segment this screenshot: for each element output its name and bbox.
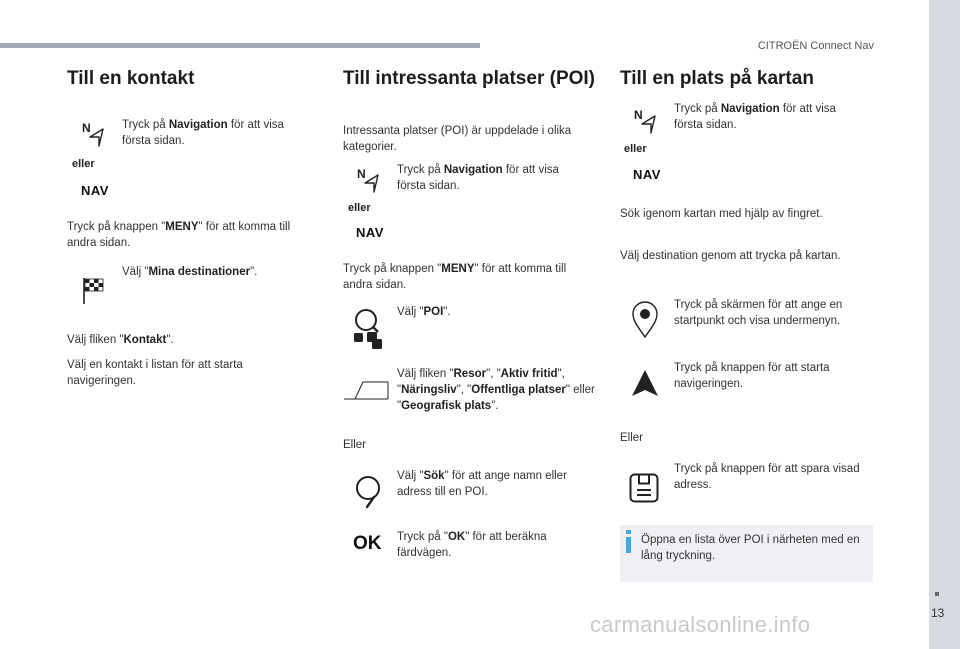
navigation-arrow-icon <box>362 174 380 194</box>
section-title-map: Till en plats på kartan <box>620 68 814 89</box>
map-step-press: Tryck på skärmen för att ange en startpunkt och visa undermenyn. <box>674 299 843 327</box>
map-step-destination: Välj destination genom att trycka på kartan. <box>620 250 841 262</box>
or-label: eller <box>624 143 647 155</box>
poi-intro: Intressanta platser (POI) är uppdelade i olika kategorier. <box>343 125 572 153</box>
nav-letter: N <box>634 108 643 122</box>
map-step-browse: Sök igenom kartan med hjälp av fingret. <box>620 208 823 220</box>
poi-step-navigation: Tryck på Navigation för att visa första sidan. <box>397 164 559 192</box>
or-label: eller <box>72 158 95 170</box>
search-icon <box>355 475 383 509</box>
contact-step-select: Välj en kontakt i listan för att starta navigeringen. <box>67 359 243 387</box>
contact-step-menu: Tryck på knappen "MENY" för att komma till andra sidan. <box>67 221 291 249</box>
map-step-save: Tryck på knappen för att spara visad adress. <box>674 463 860 491</box>
poi-step-ok: Tryck på "OK" för att beräkna färdvägen. <box>397 531 547 559</box>
category-tab-icon <box>343 380 389 400</box>
or-label: Eller <box>620 432 644 444</box>
nav-button-label: NAV <box>633 167 661 182</box>
header-rule <box>0 43 480 48</box>
watermark: carmanualsonline.info <box>590 612 811 637</box>
page-marker <box>935 592 939 596</box>
ok-button-label: OK <box>353 533 382 554</box>
poi-step-menu: Tryck på knappen "MENY" för att komma till andra sidan. <box>343 263 567 291</box>
map-pin-icon <box>631 301 659 339</box>
info-text: Öppna en lista över POI i närheten med en lång tryckning. <box>641 534 860 562</box>
start-navigation-icon <box>630 368 660 398</box>
checkered-flag-icon <box>82 277 104 305</box>
nav-button-label: NAV <box>356 225 384 240</box>
nav-letter: N <box>82 121 91 135</box>
poi-icon <box>352 307 386 347</box>
contact-step-navigation: Tryck på Navigation för att visa första sidan. <box>122 119 284 147</box>
section-title-contact: Till en kontakt <box>67 68 195 89</box>
poi-step-categories: Välj fliken "Resor", "Aktiv fritid", "Näringsliv", "Offentliga platser" eller "Geografisk plats". <box>397 368 595 412</box>
brand-label: CITROËN Connect Nav <box>757 40 874 52</box>
side-tab <box>929 0 960 649</box>
contact-step-destinations: Välj "Mina destinationer". <box>122 266 258 278</box>
map-step-start: Tryck på knappen för att starta navigeringen. <box>674 362 830 390</box>
map-step-navigation: Tryck på Navigation för att visa första sidan. <box>674 103 836 131</box>
or-label: eller <box>348 202 371 214</box>
poi-step-search: Välj "Sök" för att ange namn eller adress till en POI. <box>397 470 567 498</box>
or-label: Eller <box>343 439 367 451</box>
navigation-arrow-icon <box>639 115 657 135</box>
page-number: 13 <box>931 606 945 620</box>
section-title-poi: Till intressanta platser (POI) <box>343 68 596 89</box>
contact-step-tab: Välj fliken "Kontakt". <box>67 334 174 346</box>
info-icon <box>624 530 634 554</box>
nav-button-label: NAV <box>81 183 109 198</box>
navigation-arrow-icon <box>87 128 105 148</box>
nav-letter: N <box>357 167 366 181</box>
poi-step-select-poi: Välj "POI". <box>397 306 451 318</box>
save-icon <box>629 473 659 503</box>
